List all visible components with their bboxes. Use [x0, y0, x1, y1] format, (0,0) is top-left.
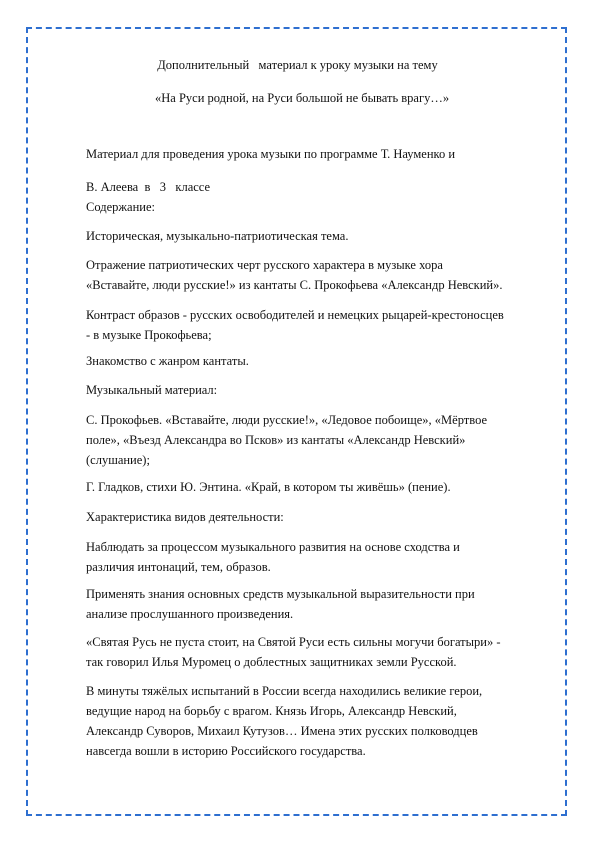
text-line: В минуты тяжёлых испытаний в России всегда находились великие герои,	[86, 684, 483, 698]
paragraph-observe	[86, 537, 561, 577]
text-line: Применять знания основных средств музыкальной выразительности при	[86, 587, 475, 601]
paragraph-prokofiev	[86, 410, 561, 470]
paragraph-theme	[86, 226, 561, 246]
text-line: различия интонаций, тем, образов.	[86, 560, 271, 574]
text-line: - в музыке Прокофьева;	[86, 328, 212, 342]
text-line: «Святая Русь не пуста стоит, на Святой Руси есть сильны могучи богатыри» -	[86, 635, 501, 649]
text-line: Г. Гладков, стихи Ю. Энтина. «Край, в котором ты живёшь» (пение).	[86, 480, 451, 494]
paragraph-heroes	[86, 681, 561, 761]
paragraph-material-heading	[86, 380, 561, 400]
paragraph-activities-heading	[86, 507, 561, 527]
text-line: Александр Суворов, Михаил Кутузов… Имена этих русских полководцев	[86, 724, 478, 738]
paragraph-program	[86, 144, 561, 164]
text-line: навсегда вошли в историю Российского государства.	[86, 744, 366, 758]
paragraph-cantata	[86, 351, 561, 371]
text-line: «Вставайте, люди русские!» из кантаты С. Прокофьева «Александр Невский».	[86, 278, 503, 292]
paragraph-quote	[86, 632, 561, 672]
text-line: Музыкальный материал:	[86, 383, 218, 397]
paragraph-patriotic	[86, 255, 561, 295]
paragraph-contrast	[86, 305, 561, 345]
text-line: Контраст образов - русских освободителей и немецких рыцарей-крестоносцев	[86, 308, 504, 322]
text-line: С. Прокофьев. «Вставайте, люди русские!», «Ледовое побоище», «Мёртвое	[86, 413, 488, 427]
text-line: Материал для проведения урока музыки по программе Т. Науменко и	[86, 147, 456, 161]
text-line: Наблюдать за процессом музыкального развития на основе сходства и	[86, 540, 460, 554]
text-line: Содержание:	[86, 200, 155, 214]
paragraph-gladkov	[86, 477, 561, 497]
document-subtitle: «На Руси родной, на Руси большой не бывать врагу…»	[155, 91, 450, 105]
paragraph-class	[86, 177, 561, 217]
text-line: В. Алеева в 3 классе	[86, 180, 211, 194]
text-line: анализе прослушанного произведения.	[86, 607, 294, 621]
text-line: (слушание);	[86, 453, 150, 467]
paragraph-apply	[86, 584, 561, 624]
text-line: так говорил Илья Муромец о доблестных защитниках земли Русской.	[86, 655, 457, 669]
text-line: Характеристика видов деятельности:	[86, 510, 284, 524]
text-line: поле», «Въезд Александра во Псков» из кантаты «Александр Невский»	[86, 433, 466, 447]
text-line: Отражение патриотических черт русского характера в музыке хора	[86, 258, 443, 272]
document-title: Дополнительный материал к уроку музыки на тему	[157, 58, 438, 72]
text-line: Знакомство с жанром кантаты.	[86, 354, 249, 368]
text-line: Историческая, музыкально-патриотическая тема.	[86, 229, 349, 243]
text-line: ведущие народ на борьбу с врагом. Князь Игорь, Александр Невский,	[86, 704, 457, 718]
